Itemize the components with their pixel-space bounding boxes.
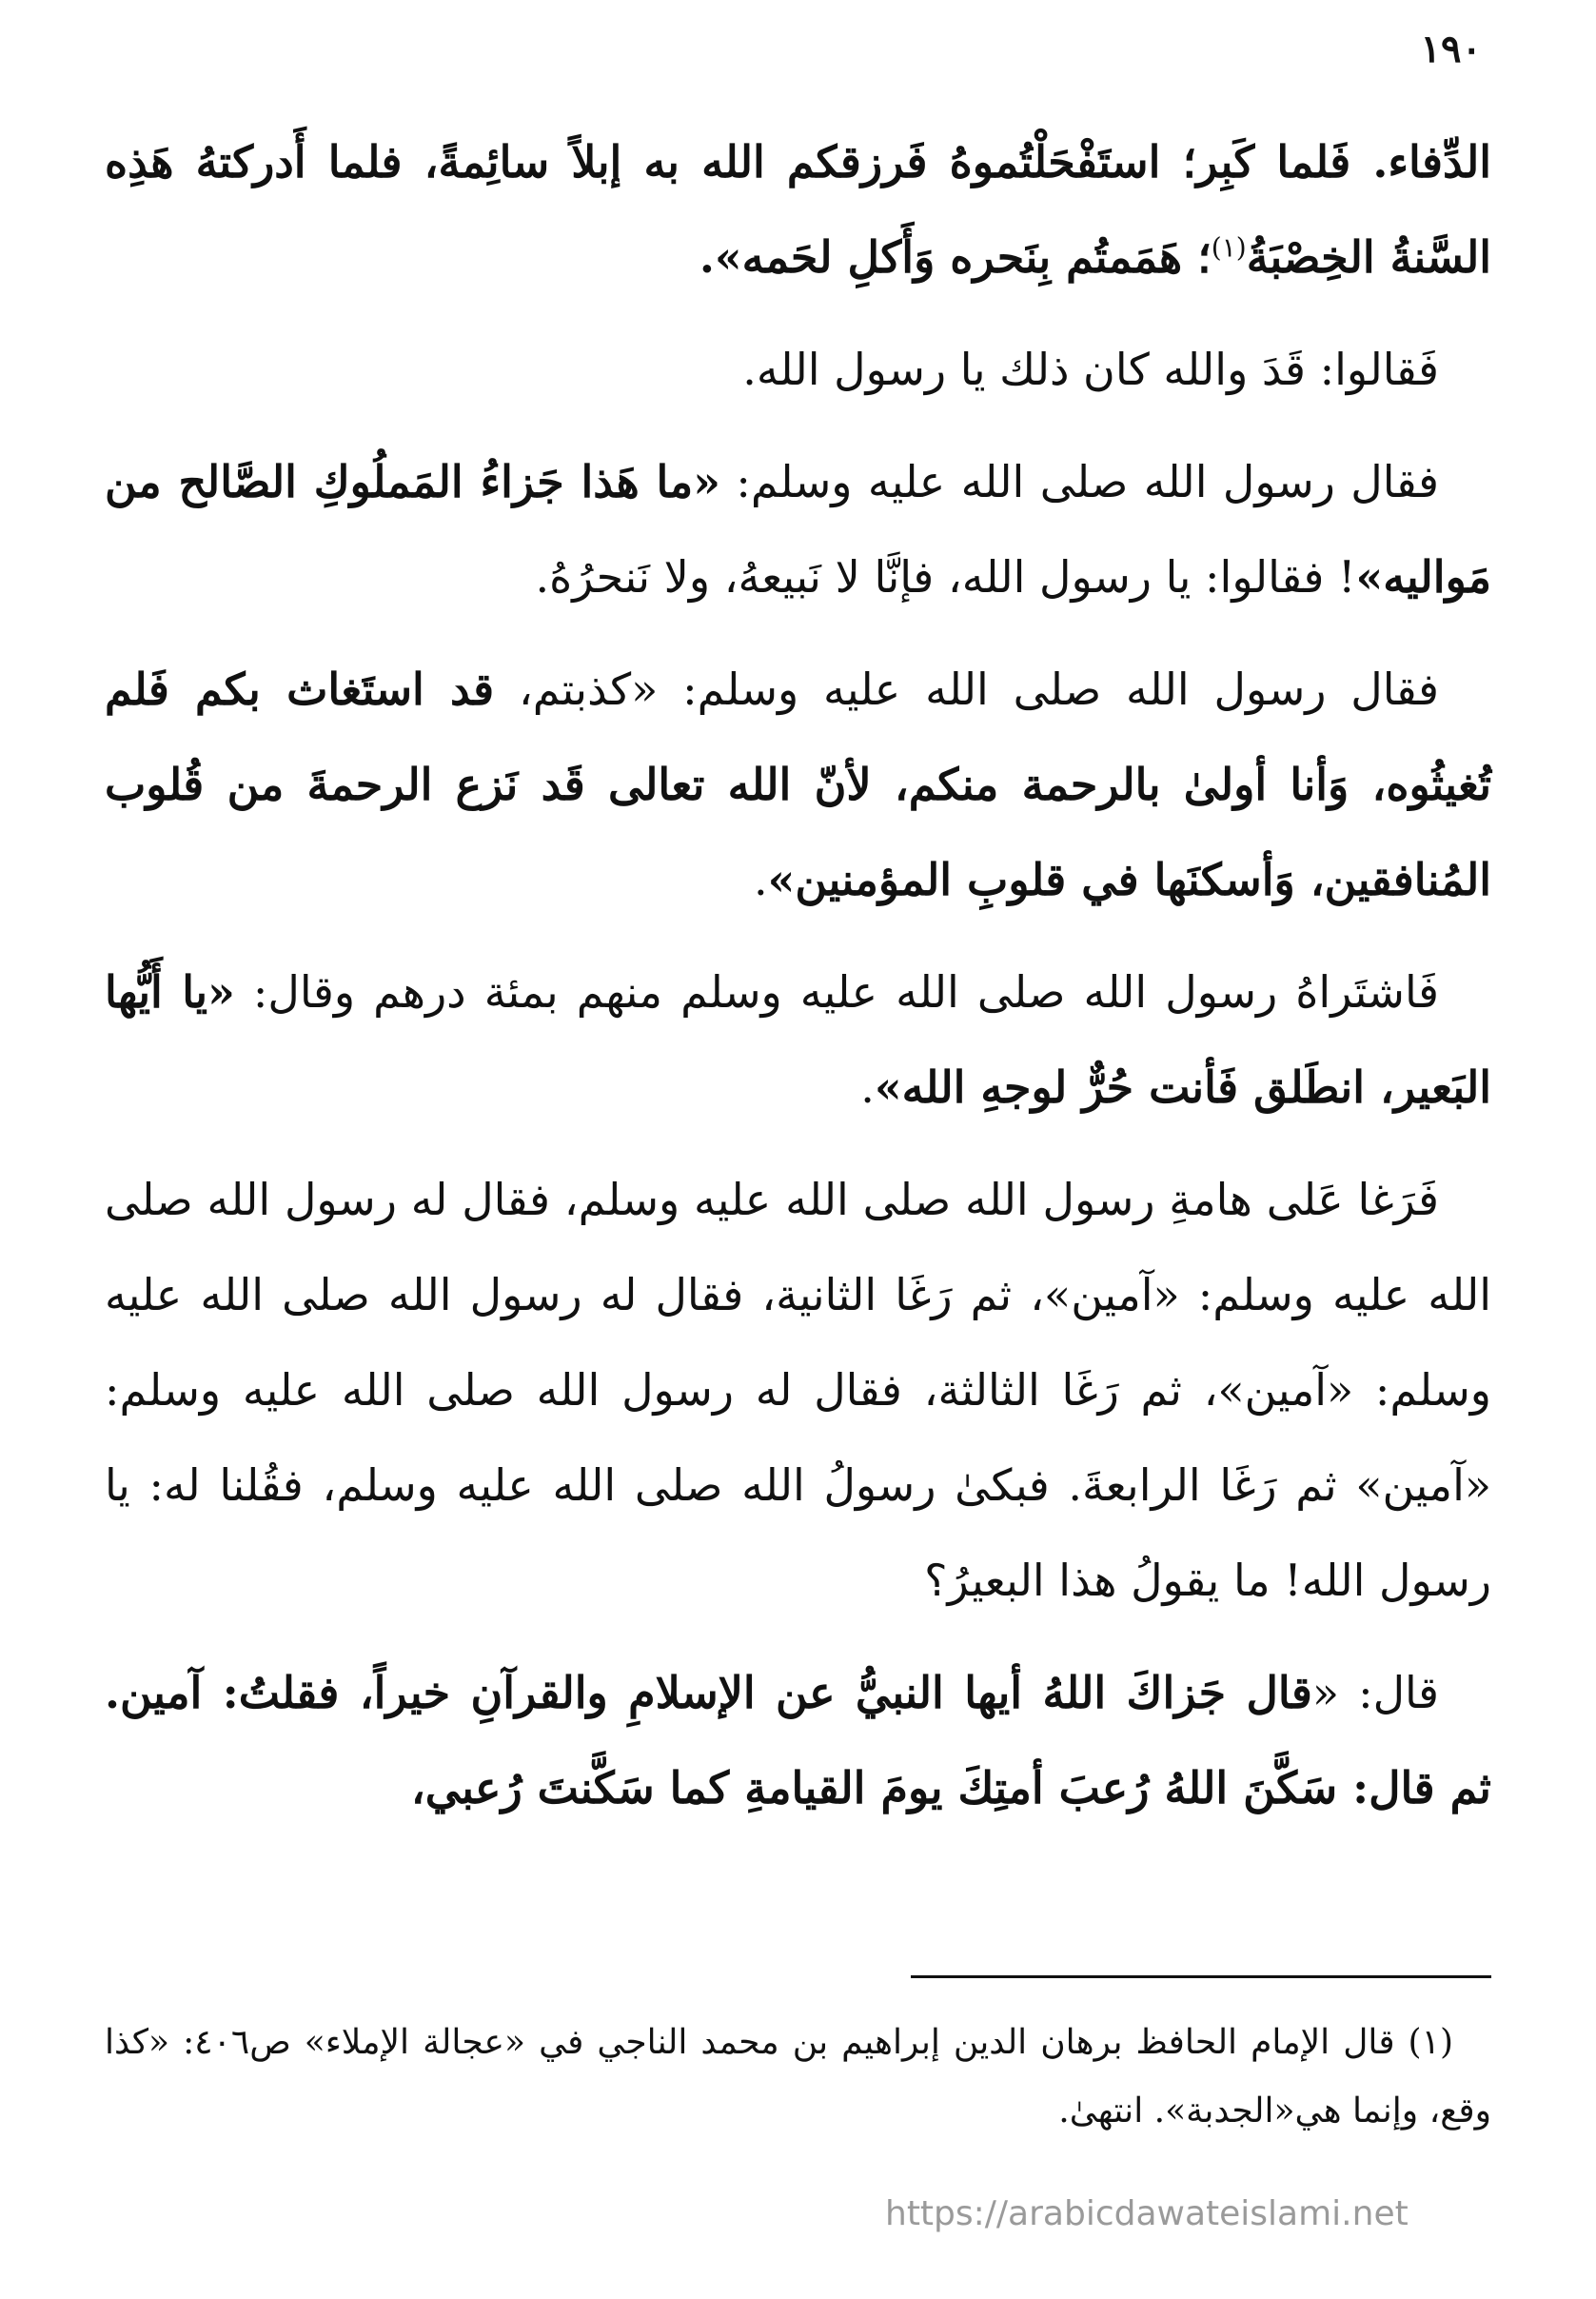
quoted-text: ؛ هَمَمتُم بِنَحره وَأَكلِ لحَمه».: [699, 231, 1212, 283]
narrative-text: فَقالوا: قَدَ والله كان ذلك يا رسول الله.: [742, 344, 1439, 395]
narrative-text: ! فقالوا: يا رسول الله، فإنَّا لا نَبيعهُ، ولا نَنحرُهُ.: [535, 551, 1356, 603]
quoted-text: الدِّفاء. فَلما كَبِر؛ استَفْحَلْتُموهُ فَرزقكم الله به إبلاً سائِمةً، فلما أَدركتهُ هَذِه السَّنةُ الخِصْبَةُ: [105, 136, 1491, 283]
narrative-text: قال: «: [1311, 1667, 1439, 1718]
body-text: [105, 114, 1491, 1853]
paragraph: [105, 114, 1491, 305]
paragraph: [105, 322, 1491, 417]
quoted-text: «ما هَذا جَزاءُ المَملُوكِ الصَّالح من مَواليه»: [105, 456, 1491, 603]
footnote: (١) قال الإمام الحافظ برهان الدين إبراهيم بن محمد الناجي في «عجالة الإملاء» ص٤٠٦: «كذا وقع، وإنما هي«الجدبة». انتهىٰ.: [105, 2023, 1491, 2131]
paragraph: [105, 1645, 1491, 1835]
narrative-text: فقال رسول الله صلى الله عليه وسلم:: [719, 456, 1439, 507]
quoted-text: قال جَزاكَ اللهُ أيها النبيُّ عن الإسلامِ والقرآنِ خيراً، فقلتُ: آمين. ثم قال: سَكَّنَ اللهُ رُعبَ أمتِكَ يومَ القيامةِ كما سَكَّنتَ رُعبي،: [105, 1667, 1491, 1813]
paragraph: [105, 944, 1491, 1135]
paragraph: [105, 434, 1491, 624]
paragraph: [105, 642, 1491, 927]
narrative-text: فَاشتَراهُ رسول الله صلى الله عليه وسلم منهم بمئة درهم وقال:: [234, 966, 1439, 1018]
narrative-text: فَرَغا عَلى هامةِ رسول الله صلى الله عليه وسلم، فقال له رسول الله صلى الله عليه وسلم: «آمين»، ثم رَغَا الثانية، فقال له رسول الله صلى الله عليه وسلم: «آمين»، ثم رَغَا الثالثة، فقال له رسول الله صلى الله عليه وسلم: «آمين» ثم رَغَا الرابعةَ. فبكىٰ رسولُ الله صلى الله عليه وسلم، فقُلنا له: يا رسول الله! ما يقولُ هذا البعيرُ؟: [105, 1174, 1491, 1606]
narrative-text: .: [860, 1061, 875, 1113]
footnote-reference: (١): [1211, 231, 1247, 264]
footnote-divider: [911, 1975, 1491, 1978]
quoted-text: «يا أَيُّها البَعير، انطَلق فَأنت حُرٌّ لوجهِ الله»: [105, 966, 1491, 1113]
page-number: ١٩٠: [1420, 27, 1482, 71]
narrative-text: فقال رسول الله صلى الله عليه وسلم: «كذبتم،: [494, 664, 1439, 715]
narrative-text: .: [754, 854, 768, 905]
paragraph: [105, 1152, 1491, 1628]
watermark-url: https://arabicdawateislami.net: [885, 2194, 1409, 2233]
quoted-text: قد استَغاث بكم فَلم تُغيثُوه، وَأنا أولىٰ بالرحمة منكم، لأنّ الله تعالى قَد نَزع الرحمةَ من قُلوب المُنافقين، وَأسكنَها في قلوبِ المؤمنين»: [105, 664, 1491, 905]
footnotes: [105, 2009, 1491, 2146]
